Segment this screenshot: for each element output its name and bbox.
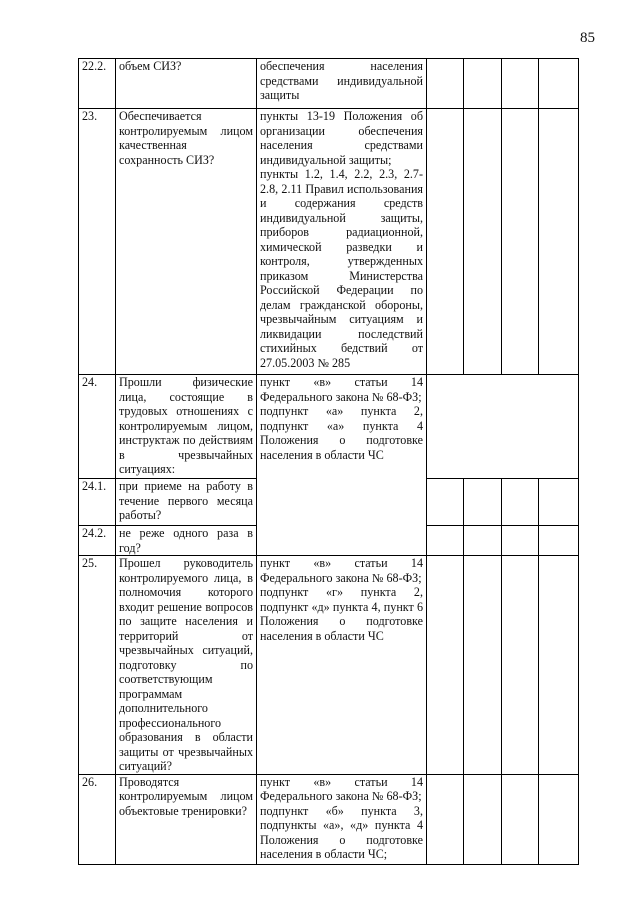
- question-cell: не реже одного раза в год?: [116, 526, 257, 556]
- answer-note-cell[interactable]: [539, 556, 579, 775]
- answer-note-cell[interactable]: [539, 526, 579, 556]
- row-number: 26.: [79, 774, 116, 864]
- answer-na-cell[interactable]: [502, 556, 539, 775]
- reference-line: подпункт «г» пункта 2, подпункт «д» пункта 4, пункт 6 Положения о подготовке населения в области ЧС: [260, 585, 423, 643]
- row-number: 24.1.: [79, 479, 116, 526]
- answer-na-cell[interactable]: [502, 59, 539, 109]
- answer-note-cell[interactable]: [539, 109, 579, 375]
- table-row: [79, 774, 579, 864]
- answer-no-cell[interactable]: [464, 526, 502, 556]
- reference-line: пункт «в» статьи 14 Федерального закона № 68-ФЗ;: [260, 375, 423, 404]
- table-row: [79, 59, 579, 109]
- question-cell: Проводятся контролируемым лицом объектовые тренировки?: [116, 774, 257, 864]
- table-row: [79, 375, 579, 479]
- row-number: 25.: [79, 556, 116, 775]
- reference-cell: [257, 556, 427, 775]
- answer-na-cell[interactable]: [502, 526, 539, 556]
- reference-line: пункты 1.2, 1.4, 2.2, 2.3, 2.7-2.8, 2.11 Правил использования и содержания средств индивидуальной защиты, приборов радиационной, химической разведки и контроля, утвержденных приказом Министерства Российской Федерации по делам гражданской обороны, чрезвычайным ситуациям и ликвидации последствий стихийных бедствий от 27.05.2003 № 285: [260, 167, 423, 370]
- answer-yes-cell[interactable]: [427, 556, 464, 775]
- page-number: 85: [580, 30, 595, 46]
- row-number: 24.2.: [79, 526, 116, 556]
- answer-note-cell[interactable]: [539, 59, 579, 109]
- table-row: [79, 556, 579, 775]
- table-row: [79, 109, 579, 375]
- answer-yes-cell[interactable]: [427, 109, 464, 375]
- answer-na-cell[interactable]: [502, 774, 539, 864]
- reference-line: пункт «в» статьи 14 Федерального закона № 68-ФЗ;: [260, 774, 423, 803]
- answer-yes-cell[interactable]: [427, 479, 464, 526]
- answer-no-cell[interactable]: [464, 774, 502, 864]
- answer-merged-cell: [427, 375, 579, 479]
- reference-line: подпункт «б» пункта 3, подпункты «а», «д» пункта 4 Положения о подготовке населения в области ЧС;: [260, 803, 423, 861]
- reference-line: пункт «в» статьи 14 Федерального закона № 68-ФЗ;: [260, 556, 423, 585]
- answer-no-cell[interactable]: [464, 556, 502, 775]
- answer-yes-cell[interactable]: [427, 59, 464, 109]
- question-cell: Прошли физические лица, состоящие в трудовых отношениях с контролируемым лицом, инструктаж по действиям в чрезвычайных ситуациях:: [116, 375, 257, 479]
- answer-no-cell[interactable]: [464, 59, 502, 109]
- answer-no-cell[interactable]: [464, 479, 502, 526]
- answer-no-cell[interactable]: [464, 109, 502, 375]
- answer-yes-cell[interactable]: [427, 526, 464, 556]
- answer-yes-cell[interactable]: [427, 774, 464, 864]
- reference-line: подпункт «а» пункта 2, подпункт «а» пункта 4 Положения о подготовке населения в области ЧС: [260, 404, 423, 462]
- reference-line: пункты 13-19 Положения об организации обеспечения населения средствами индивидуальной защиты;: [260, 109, 423, 167]
- row-number: 23.: [79, 109, 116, 375]
- reference-cell: [257, 109, 427, 375]
- reference-cell: [257, 774, 427, 864]
- question-cell: Обеспечивается контролируемым лицом качественная сохранность СИЗ?: [116, 109, 257, 375]
- answer-na-cell[interactable]: [502, 479, 539, 526]
- answer-note-cell[interactable]: [539, 774, 579, 864]
- checklist-table: [78, 58, 579, 865]
- answer-na-cell[interactable]: [502, 109, 539, 375]
- row-number: 24.: [79, 375, 116, 479]
- question-cell: при приеме на работу в течение первого месяца работы?: [116, 479, 257, 526]
- question-cell: объем СИЗ?: [116, 59, 257, 109]
- reference-cell: [257, 375, 427, 556]
- question-cell: Прошел руководитель контролируемого лица, в полномочия которого входит решение вопросов по защите населения и территорий от чрезвычайных ситуаций, подготовку по соответствующим программам дополнительного профессионального образования в области защиты от чрезвычайных ситуаций?: [116, 556, 257, 775]
- row-number: 22.2.: [79, 59, 116, 109]
- answer-note-cell[interactable]: [539, 479, 579, 526]
- reference-cell: обеспечения населения средствами индивидуальной защиты: [257, 59, 427, 109]
